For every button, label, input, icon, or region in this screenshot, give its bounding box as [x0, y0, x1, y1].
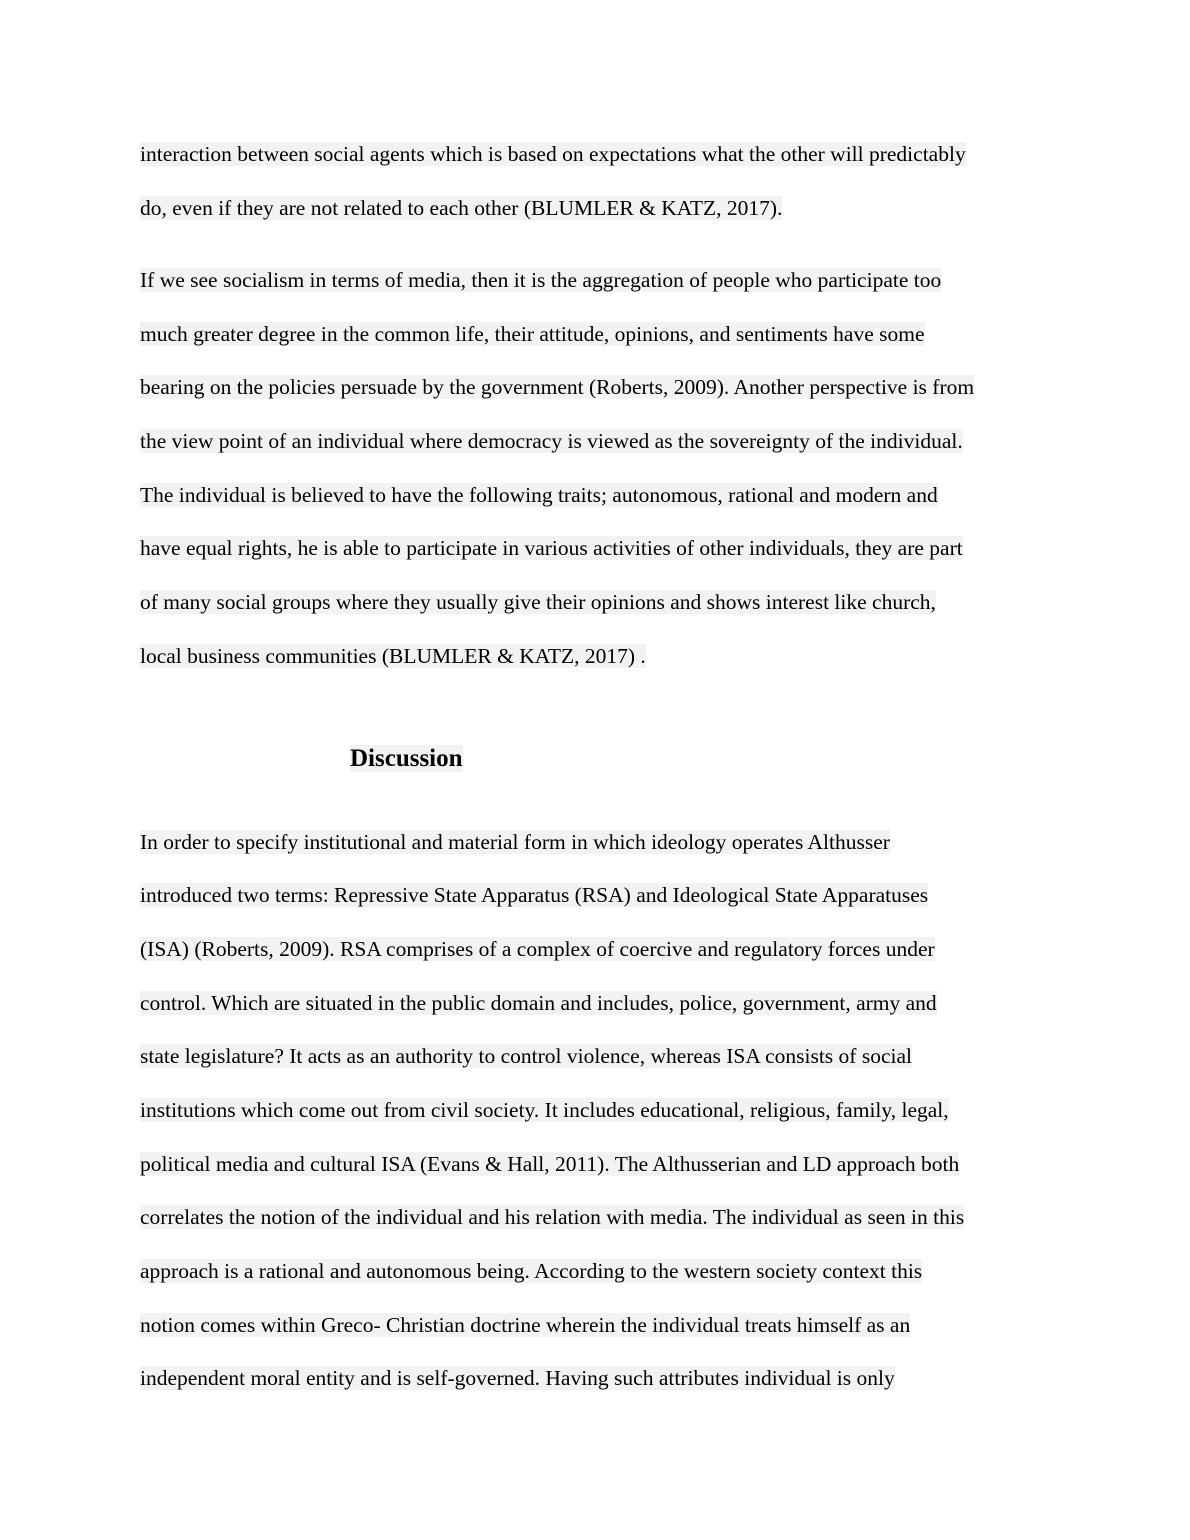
text-line: political media and cultural ISA (Evans & Hall, 2011). The Althusserian and LD approach both [140, 1152, 960, 1176]
text-line: The individual is believed to have the following traits; autonomous, rational and modern and [140, 483, 938, 507]
text-line: bearing on the policies persuade by the government (Roberts, 2009). Another perspective is from [140, 375, 975, 399]
text-line: introduced two terms: Repressive State Apparatus (RSA) and Ideological State Apparatuses [140, 883, 929, 907]
text-line: In order to specify institutional and material form in which ideology operates Althusser [140, 830, 890, 854]
text-line: notion comes within Greco- Christian doctrine wherein the individual treats himself as an [140, 1313, 911, 1337]
text-line: correlates the notion of the individual and his relation with media. The individual as seen in this [140, 1205, 965, 1229]
text-line: interaction between social agents which is based on expectations what the other will predictably [140, 142, 966, 166]
text-line: do, even if they are not related to each other (BLUMLER & KATZ, 2017). [140, 196, 783, 220]
text-line: of many social groups where they usually give their opinions and shows interest like church, [140, 590, 936, 614]
text-line: (ISA) (Roberts, 2009). RSA comprises of a complex of coercive and regulatory forces under [140, 937, 935, 961]
section-heading: Discussion [350, 745, 463, 772]
text-line: have equal rights, he is able to participate in various activities of other individuals, they are part [140, 536, 963, 560]
text-line: independent moral entity and is self-governed. Having such attributes individual is only [140, 1366, 895, 1390]
text-line: the view point of an individual where democracy is viewed as the sovereignty of the individual. [140, 429, 963, 453]
text-line: institutions which come out from civil society. It includes educational, religious, family, legal, [140, 1098, 949, 1122]
text-line: state legislature? It acts as an authority to control violence, whereas ISA consists of social [140, 1044, 912, 1068]
text-line: local business communities (BLUMLER & KATZ, 2017) . [140, 644, 646, 668]
text-line: control. Which are situated in the public domain and includes, police, government, army and [140, 991, 937, 1015]
text-line: much greater degree in the common life, their attitude, opinions, and sentiments have some [140, 322, 925, 346]
text-line: approach is a rational and autonomous being. According to the western society context this [140, 1259, 923, 1283]
text-line: If we see socialism in terms of media, then it is the aggregation of people who participate too [140, 268, 942, 292]
